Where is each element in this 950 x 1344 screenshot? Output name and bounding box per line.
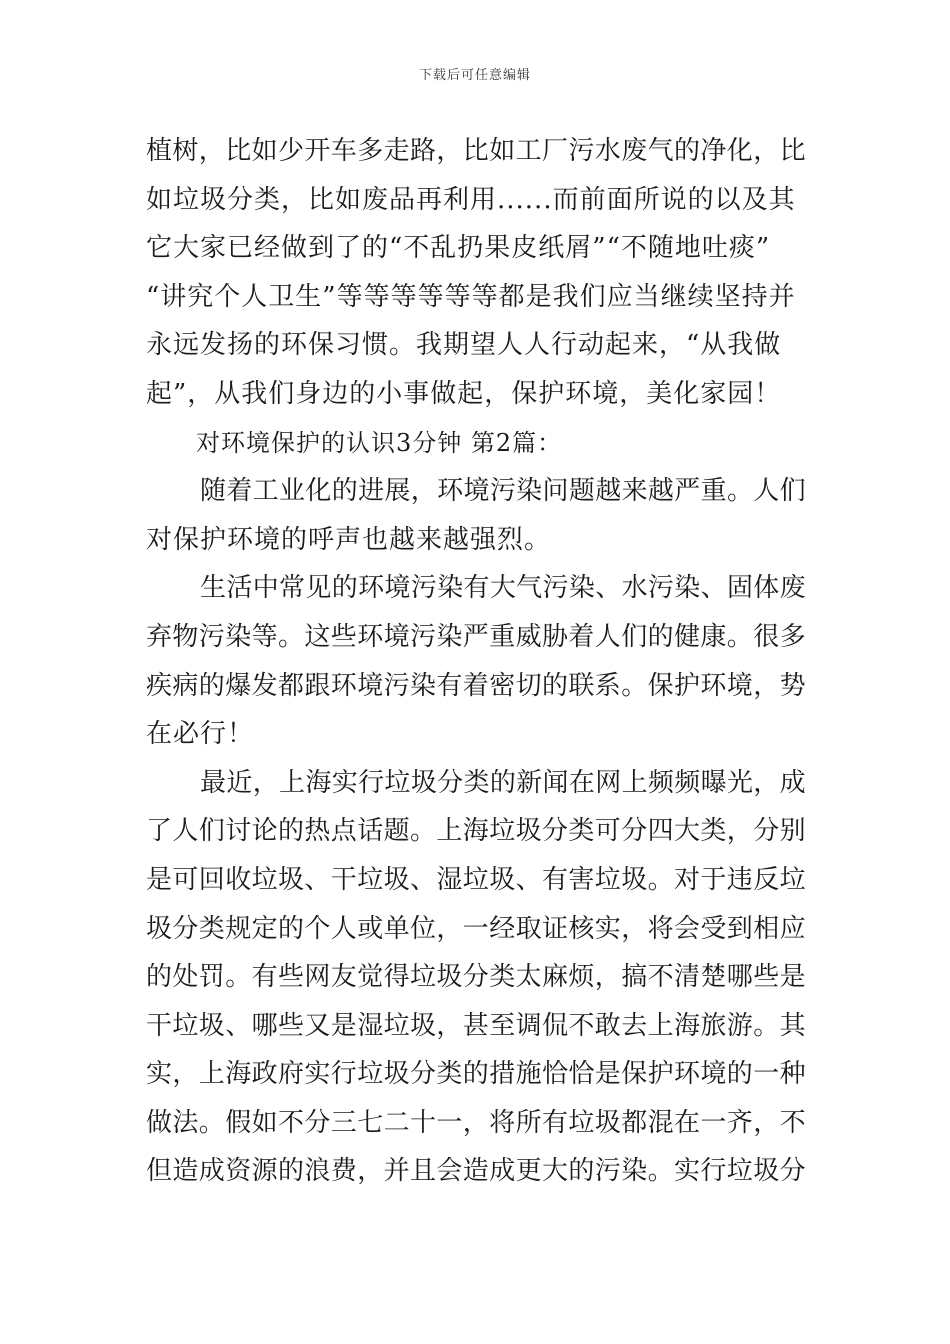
document-body (146, 127, 806, 1196)
text-line: 随着工业化的进展，环境污染问题越来越严重。人们 (200, 476, 807, 507)
text-line: 干垃圾、哪些又是湿垃圾，甚至调侃不敢去上海旅游。其 (146, 1010, 807, 1041)
text-line: 做法。假如不分三七二十一，将所有垃圾都混在一齐，不 (146, 1107, 807, 1138)
text-line: 最近，上海实行垃圾分类的新闻在网上频频曝光，成 (200, 767, 807, 798)
text-line: 如垃圾分类，比如废品再利用......而前面所说的以及其 (146, 184, 796, 215)
text-line: “讲究个人卫生”等等等等等等都是我们应当继续坚持并 (146, 281, 796, 312)
text-line: 实，上海政府实行垃圾分类的措施恰恰是保护环境的一种 (146, 1059, 807, 1090)
text-line: 是可回收垃圾、干垃圾、湿垃圾、有害垃圾。对于违反垃 (146, 864, 807, 895)
section-heading: 对环境保护的认识3分钟 第2篇： (196, 428, 563, 457)
text-line: 了人们讨论的热点话题。上海垃圾分类可分四大类，分别 (146, 816, 807, 847)
text-line: 生活中常见的环境污染有大气污染、水污染、固体废 (200, 573, 807, 604)
text-line: 但造成资源的浪费，并且会造成更大的污染。实行垃圾分 (146, 1156, 807, 1187)
text-line: 圾分类规定的个人或单位，一经取证核实，将会受到相应 (146, 913, 807, 944)
text-line: 它大家已经做到了的“不乱扔果皮纸屑”“不随地吐痰” (146, 233, 771, 264)
text-line: 在必行！ (146, 719, 255, 750)
text-line: 起”，从我们身边的小事做起，保护环境，美化家园！ (146, 378, 782, 409)
page-header: 下载后可任意编辑 (418, 68, 531, 83)
text-line: 对保护环境的呼声也越来越强烈。 (146, 524, 552, 555)
text-line: 弃物污染等。这些环境污染严重威胁着人们的健康。很多 (146, 621, 807, 652)
text-line: 疾病的爆发都跟环境污染有着密切的联系。保护环境，势 (146, 670, 807, 701)
text-line: 的处罚。有些网友觉得垃圾分类太麻烦，搞不清楚哪些是 (146, 962, 807, 993)
text-line: 植树，比如少开车多走路，比如工厂污水废气的净化，比 (146, 136, 807, 166)
text-line: 永远发扬的环保习惯。我期望人人行动起来，“从我做 (146, 330, 782, 361)
